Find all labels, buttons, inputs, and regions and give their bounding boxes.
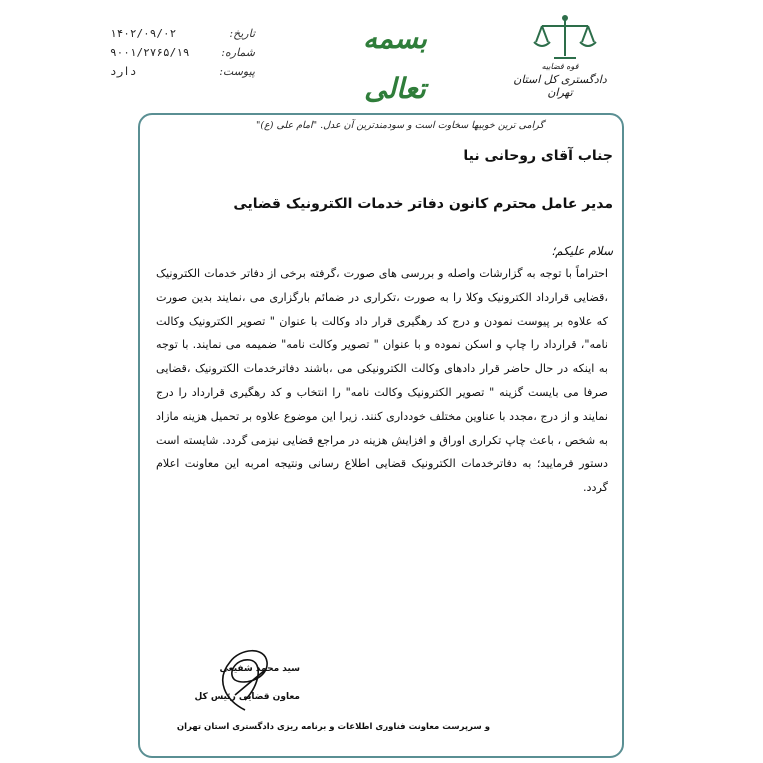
org-line-2: دادگستری کل استان تهران (513, 73, 607, 99)
org-line-1: قوه قضاییه (541, 62, 579, 71)
date-label: تاریخ: (229, 27, 255, 40)
signer-title-2: و سرپرست معاونت فناوری اطلاعات و برنامه ریزی دادگستری استان تهران (176, 722, 490, 732)
letter-body: احتراماً با توجه به گزارشات واصله و بررسی های صورت ،گرفته برخی از دفاتر خدمات الکترونیک ،قضایی قرارداد الکترونیک وکلا را به صورت ،تکراری در ضمائم بارگزاری می ،نمایند بدین صورت که علاوه بر پیوست نمودن و درج کد رهگیری قرار داد وکالت با عنوان " تصویر الکترونیک وکالت نامه"، قرارداد را چاپ و اسکن نموده و با عنوان " تصویر وکالت نامه" ضمیمه می نمایند. با توجه به اینکه در حال حاضر قرار دادهای وکالت الکترونیکی می ،باشند دفاترخدمات الکترونیک ،قضایی صرفا می بایست گزینه " تصویر الکترونیک وکالت نامه" را انتخاب و کد رهگیری قرارداد را درج نمایند و از درج ،مجدد با عناوین مختلف خودداری کنند. زیرا این موضوع علاوه بر تحمیل هزینه مازاد به شخص ، باعث چاپ تکراری اوراق و افزایش هزینه در مراجع قضایی نیزمی گردد. شایسته است دستور فرمایید؛ به دفاترخدمات الکترونیک قضایی اطلاع رسانی ونتیجه امربه این معاونت اعلام گردد. (156, 267, 608, 495)
organization-name (505, 60, 615, 104)
date-row (110, 24, 255, 43)
attachment-label: پیوست: (219, 65, 255, 78)
hadith-quote: گرامی ترین خوبیها سخاوت است و سودمندترین آن عدل. "امام علی (ع)" (255, 120, 545, 131)
scales-of-justice-emblem-icon (530, 12, 600, 64)
greeting: سلام علیکم؛ (551, 244, 613, 258)
recipient-title: مدیر عامل محترم کانون دفاتر خدمات الکترونیک قضایی (233, 196, 613, 212)
signature-scribble-icon (205, 640, 285, 715)
letter-metadata (110, 24, 255, 94)
bismillah-calligraphy: بسمه تعالی (363, 22, 427, 105)
attachment-value: دارد (110, 65, 137, 78)
attachment-row (110, 62, 255, 81)
date-value: ۱۴۰۲/۰۹/۰۲ (110, 27, 177, 40)
signer-title: معاون قضایی رئیس کل (194, 692, 300, 702)
signer-name: سید محمد شفیعی (219, 664, 300, 674)
number-label: شماره: (221, 46, 255, 59)
number-value: ۹۰۰۱/۲۷۶۵/۱۹ (110, 46, 190, 59)
number-row (110, 43, 255, 62)
recipient-name: جناب آقای روحانی نیا (463, 148, 613, 164)
